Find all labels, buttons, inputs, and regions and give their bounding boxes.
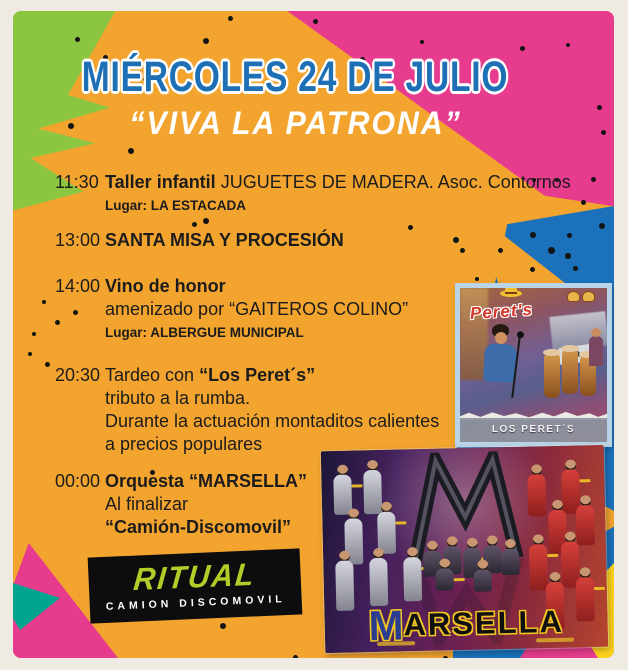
person-figure xyxy=(333,465,352,515)
confetti-dot xyxy=(228,16,233,21)
event-time: 14:00 xyxy=(55,276,101,296)
confetti-dot xyxy=(567,233,572,238)
confetti-dot xyxy=(32,332,36,336)
name-label xyxy=(395,521,406,524)
confetti-dot xyxy=(408,225,413,230)
ritual-logo-name: RITUAL xyxy=(132,557,258,598)
event-line: amenizado por “GAITEROS COLINO” xyxy=(105,299,409,319)
confetti-dot xyxy=(530,267,535,272)
event-line xyxy=(105,171,571,194)
confetti-dot xyxy=(192,222,197,227)
confetti-dot xyxy=(597,105,602,110)
marsella-caption: MARSELLA xyxy=(367,601,565,650)
event-line: Al finalizar xyxy=(105,494,189,514)
event-item xyxy=(55,229,344,252)
confetti-dot xyxy=(420,40,424,44)
confetti-dot xyxy=(520,46,525,51)
confetti-dot xyxy=(601,130,606,135)
confetti-dot xyxy=(599,223,605,229)
confetti-dot xyxy=(42,300,46,304)
ritual-logo-tagline: CAMION DISCOMOVIL xyxy=(105,593,286,613)
confetti-dot xyxy=(293,655,298,658)
event-line: tributo a la rumba. xyxy=(105,388,251,408)
confetti-dot xyxy=(313,19,318,24)
event-title: Taller infantil xyxy=(105,172,216,192)
poster-subtitle: “VIVA LA PATRONA” xyxy=(129,105,462,141)
event-title: “Los Peret´s” xyxy=(199,365,316,385)
name-label xyxy=(579,479,590,482)
event-item xyxy=(55,470,307,539)
event-location: Lugar: LA ESTACADA xyxy=(105,198,246,213)
singer-figure xyxy=(483,343,517,383)
name-label xyxy=(352,484,363,487)
confetti-dot xyxy=(460,248,465,253)
confetti-dot xyxy=(203,218,209,224)
name-label xyxy=(454,578,465,581)
drummer-figure xyxy=(589,336,603,366)
confetti-dot xyxy=(128,148,134,154)
event-time: 20:30 xyxy=(55,365,101,385)
name-label xyxy=(594,587,605,590)
confetti-dot xyxy=(530,232,536,238)
event-detail: JUGUETES DE MADERA. Asoc. Contornos xyxy=(215,172,571,192)
confetti-dot xyxy=(45,362,50,367)
confetti-dot xyxy=(498,248,503,253)
festival-poster xyxy=(13,11,614,658)
person-figure xyxy=(403,547,422,601)
conga-drum xyxy=(562,350,578,394)
poster-title: MIÉRCOLES 24 DE JULIO xyxy=(81,53,509,101)
confetti-dot xyxy=(453,237,459,243)
event-line xyxy=(105,470,307,493)
confetti-dot xyxy=(573,266,578,271)
event-item xyxy=(55,171,571,217)
event-line: “Camión-Discomovil” xyxy=(105,517,292,537)
person-figure xyxy=(527,464,546,516)
event-line xyxy=(105,275,408,298)
event-item xyxy=(55,364,439,456)
los-perets-photo xyxy=(455,283,612,447)
person-figure xyxy=(369,548,388,606)
confetti-dot xyxy=(591,177,596,182)
ritual-logo xyxy=(88,548,303,623)
event-title: Orquesta “MARSELLA” xyxy=(105,471,308,491)
confetti-dot xyxy=(28,352,32,356)
confetti-dot xyxy=(475,277,479,281)
perets-band-logo: Peret's xyxy=(469,299,534,324)
event-line: Durante la actuación montaditos calientes xyxy=(105,411,440,431)
confetti-dot xyxy=(220,623,226,629)
hat-icon xyxy=(500,290,522,297)
singer-figure xyxy=(495,332,507,344)
confetti-dot xyxy=(548,247,555,254)
confetti-dot xyxy=(203,38,209,44)
event-item xyxy=(55,275,408,344)
conga-drum xyxy=(544,354,560,398)
person-figure xyxy=(501,539,520,575)
event-title: Vino de honor xyxy=(105,276,226,296)
confetti-dot xyxy=(75,37,80,42)
bongos-icon xyxy=(567,291,597,303)
event-location: Lugar: ALBERGUE MUNICIPAL xyxy=(105,325,304,340)
event-time: 13:00 xyxy=(55,230,101,250)
event-title: SANTA MISA Y PROCESIÓN xyxy=(105,230,344,250)
event-line: a precios populares xyxy=(105,434,263,454)
confetti-dot xyxy=(443,656,448,658)
event-time: 00:00 xyxy=(55,471,101,491)
name-label xyxy=(547,554,558,557)
event-time: 11:30 xyxy=(55,172,99,192)
marsella-photo xyxy=(321,445,609,653)
person-figure xyxy=(435,558,454,590)
perets-caption: LOS PERET´S xyxy=(460,418,607,442)
confetti-dot xyxy=(581,200,586,205)
person-figure xyxy=(377,502,396,554)
confetti-dot xyxy=(565,253,571,259)
event-line: Tardeo con “Los Peret´s” xyxy=(105,365,316,385)
confetti-dot xyxy=(566,43,570,47)
person-figure xyxy=(473,559,492,591)
